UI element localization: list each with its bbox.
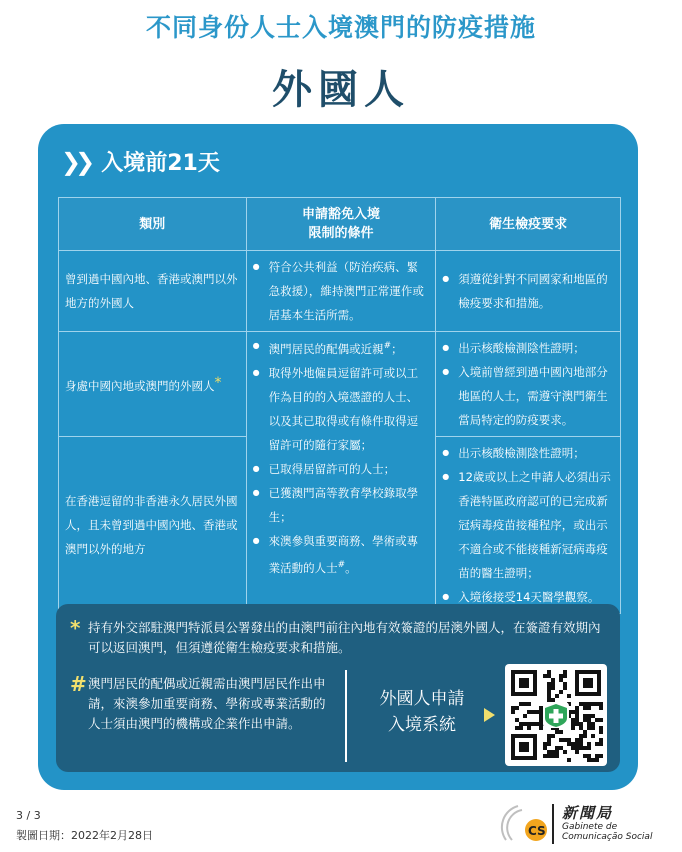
double-chevron-icon: ❯❯ (61, 147, 90, 176)
requirement-item: ● 12歲或以上之申請人必須出示香港特區政府認可的已完成新冠病毒疫苗接種程序，或出示不適合或不能接種新冠病毒疫苗的醫生證明； (442, 465, 614, 585)
header-category: 類別 (59, 198, 247, 251)
header-conditions-line1: 申請豁免入境 (301, 207, 380, 222)
chart-date: 製圖日期：2022年2月28日 (16, 829, 153, 842)
requirement-item: ● 入境後接受14天醫學觀察。 (442, 585, 614, 609)
condition-item: ● 澳門居民的配偶或近親#； (253, 334, 430, 361)
row3-requirements (436, 437, 621, 614)
section-title: 入境前21天 (101, 151, 220, 176)
requirement-item: ● 出示核酸檢測陰性證明； (442, 441, 614, 465)
requirement-item: ● 出示核酸檢測陰性證明； (442, 336, 614, 360)
row1-requirements (436, 251, 621, 332)
condition-item: ● 已獲澳門高等教育學校錄取學生； (253, 481, 430, 529)
star-mark: * (214, 374, 222, 391)
star-note-text: 持有外交部駐澳門特派員公署發出的由澳門前往內地有效簽證的居澳外國人，在簽證有效期內可以返回澳門，但須遵從衛生檢疫要求和措施。 (88, 620, 601, 655)
table-row (59, 251, 621, 332)
hash-icon: # (70, 672, 87, 696)
row3-category: 在香港逗留的非香港永久居民外國人，且未曾到過中國內地、香港或澳門以外的地方 (59, 437, 247, 614)
page-title: 不同身份人士入境澳門的防疫措施 (145, 13, 536, 42)
notes-panel (56, 604, 620, 772)
svg-text:CS: CS (528, 824, 546, 838)
condition-item: ● 來澳參與重要商務、學術或專業活動的人士#。 (253, 529, 430, 580)
hash-note-text: 澳門居民的配偶或近親需由澳門居民作出申請，來澳參加重要商務、學術或專業活動的人士須由澳門的機構或企業作出申請。 (88, 676, 326, 731)
page-number: 3 / 3 (16, 809, 41, 822)
page-subtitle: 外國人 (272, 67, 410, 113)
header-conditions (246, 198, 436, 251)
section-heading (61, 146, 220, 177)
table-header-row (59, 198, 621, 251)
condition-item: ● 已取得居留許可的人士； (253, 457, 430, 481)
entry-system-link[interactable] (360, 686, 484, 738)
divider (345, 670, 347, 762)
table-row (59, 332, 621, 437)
star-note (70, 618, 610, 658)
hash-mark: # (337, 560, 346, 570)
row1-category: 曾到過中國內地、香港或澳門以外地方的外國人 (59, 251, 247, 332)
condition-item: ● 取得外地僱員逗留許可或以工作為目的的入境憑證的人士、以及其已取得或有條件取得逗留許可的隨行家屬； (253, 361, 430, 457)
shared-conditions (246, 332, 436, 614)
row2-category: 身處中國內地或澳門的外國人* (59, 332, 247, 437)
logo-chinese: 新聞局 (562, 804, 614, 822)
header-conditions-line2: 限制的條件 (308, 226, 374, 241)
logo-portuguese: Gabinete de Comunicação Social (562, 822, 653, 842)
entry-system-line2: 入境系統 (388, 715, 456, 735)
entry-system-line1: 外國人申請 (379, 689, 465, 709)
qr-code-icon[interactable] (505, 664, 607, 766)
hash-note (70, 674, 332, 734)
requirement-item: ● 入境前曾經到過中國內地部分地區的人士，需遵守澳門衛生當局特定的防疫要求。 (442, 360, 614, 432)
hash-mark: # (383, 341, 392, 351)
condition-item: ● 符合公共利益（防治疾病、緊急救援），維持澳門正常運作或居基本生活所需。 (253, 255, 430, 327)
row2-requirements (436, 332, 621, 437)
gcs-logo (498, 800, 678, 850)
header-requirements: 衛生檢疫要求 (436, 198, 621, 251)
play-arrow-icon (484, 708, 495, 722)
asterisk-icon: * (70, 616, 81, 640)
measures-table (58, 197, 621, 614)
requirement-item: ● 須遵從針對不同國家和地區的檢疫要求和措施。 (442, 267, 614, 315)
gcs-logo-icon (498, 800, 560, 848)
row1-conditions (246, 251, 436, 332)
